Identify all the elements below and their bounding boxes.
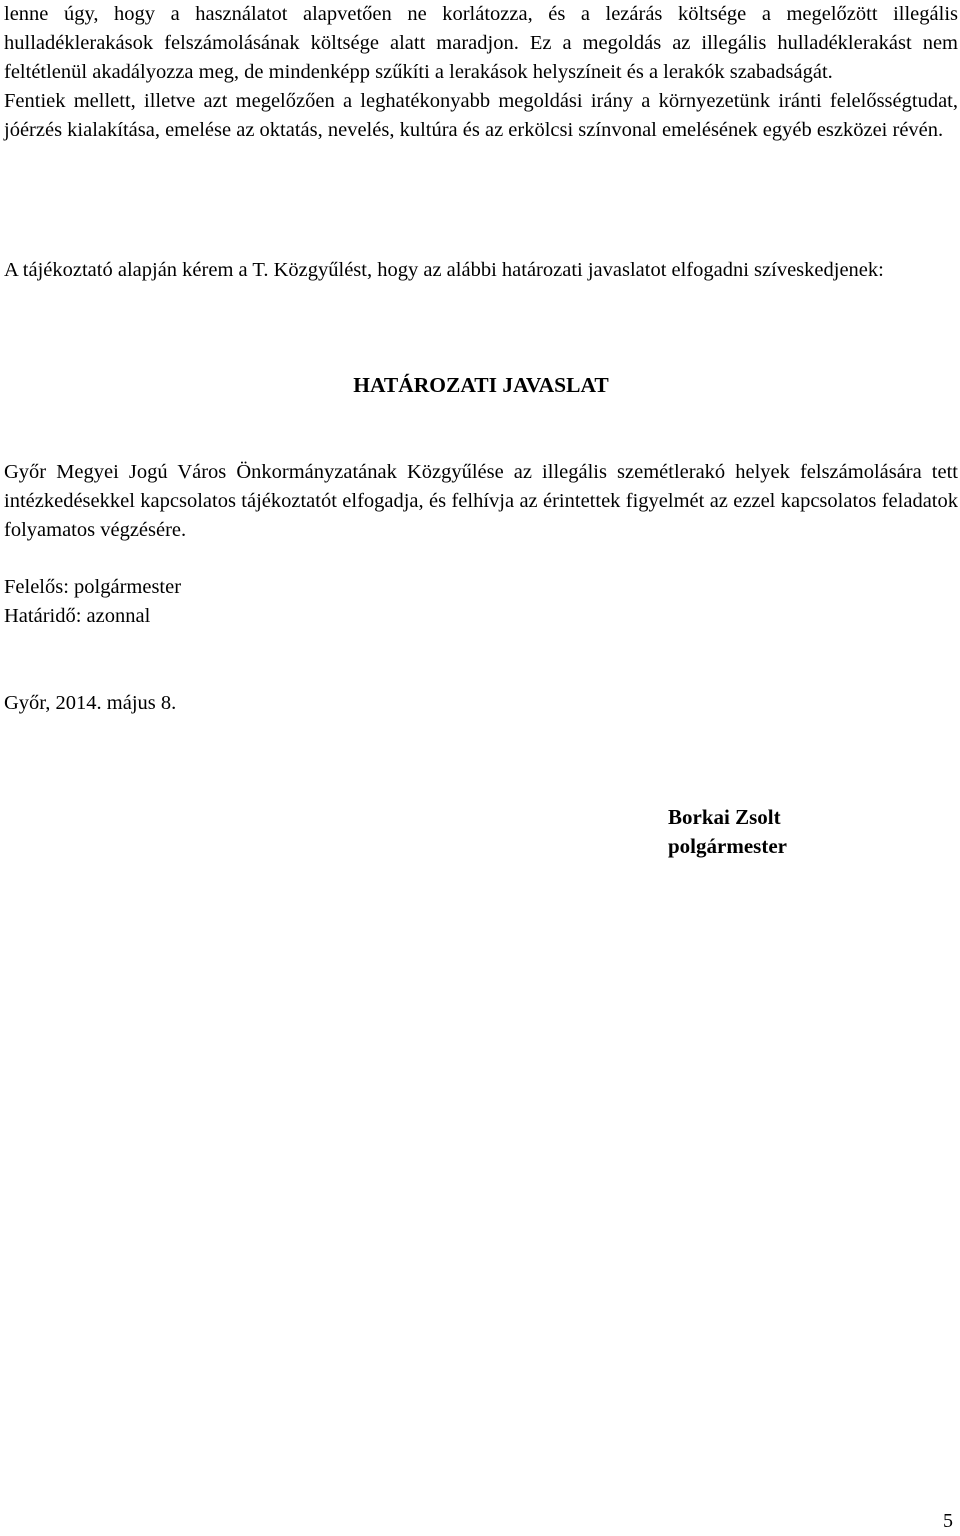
responsible-line: Felelős: polgármester [4, 576, 182, 598]
signature-title: polgármester [668, 834, 787, 858]
paragraph-resolution: Győr Megyei Jogú Város Önkormányzatának Közgyűlése az illegális szemétlerakó helyek felszámolására tett intézkedésekkel kapcsolatos tájékoztatót elfogadja, és felhívja az érintettek figyelmét az ezzel kapcsolatos feladatok folyamatos végzésére. [4, 461, 958, 541]
paragraph-request: A tájékoztató alapján kérem a T. Közgyűlést, hogy az alábbi határozati javaslatot elfogadni szíveskedjenek: [4, 259, 884, 281]
page-number: 5 [943, 1510, 953, 1532]
paragraph-responsibility: Fentiek mellett, illetve azt megelőzően a leghatékonyabb megoldási irány a környezetünk iránti felelősségtudat, jóérzés kialakítása, emelése az oktatás, nevelés, kultúra és az erkölcsi színvonal emelésének egyéb eszközei révén. [4, 90, 958, 141]
place-date-line: Győr, 2014. május 8. [4, 692, 177, 714]
signature-name: Borkai Zsolt [668, 805, 781, 829]
resolution-heading: HATÁROZATI JAVASLAT [353, 373, 609, 397]
paragraph-closing-measures: lenne úgy, hogy a használatot alapvetően ne korlátozza, és a lezárás költsége a megelőzött illegális hulladéklerakások felszámolásának költsége alatt maradjon. Ez a megoldás az illegális hulladéklerakást nem feltétlenül akadályozza meg, de mindenképp szűkíti a lerakások helyszíneit és a lerakók szabadságát. [4, 3, 958, 83]
deadline-line: Határidő: azonnal [4, 605, 151, 627]
